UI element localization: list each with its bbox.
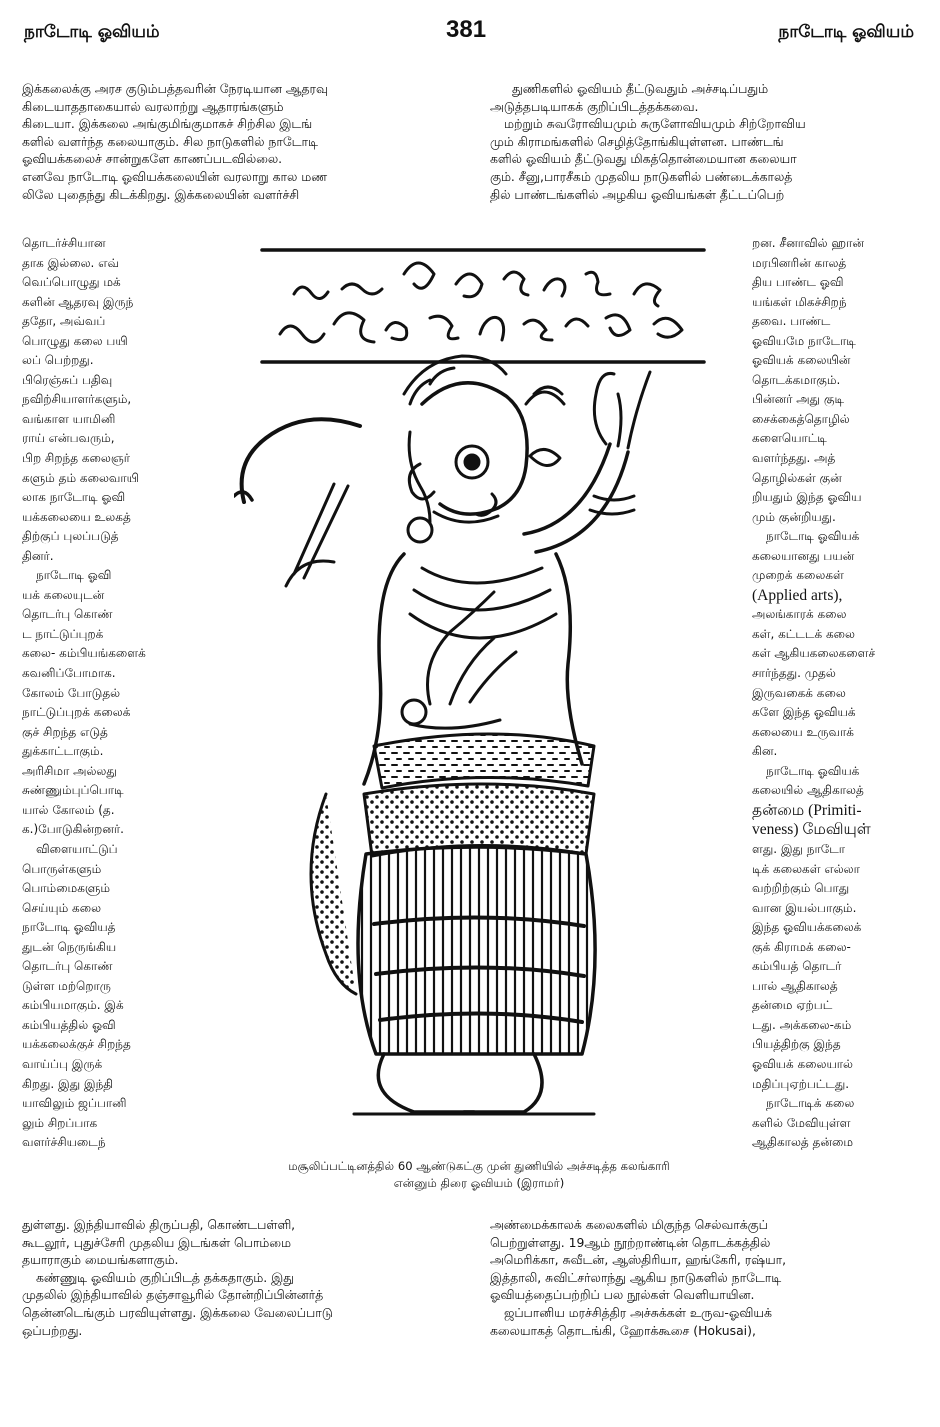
text-line: (Applied arts), (752, 586, 843, 604)
text-line: கவனிப்போமாக. (22, 666, 116, 681)
text-line: சார்ந்தது. முதல் (752, 666, 836, 681)
text-line: யக் கலையுடன் (22, 587, 105, 602)
text-line: veness) மேவியுள் (752, 821, 871, 839)
text-line: க.)போடுகின்றனர். (22, 822, 124, 837)
text-line: தொடக்கமாகும். (752, 372, 841, 387)
text-line: குச் சிறந்த எடுத் (22, 724, 108, 739)
left-column-top (22, 80, 478, 203)
text-line: யங்கள் மிகச்சிறந் (752, 294, 847, 309)
text-line: குக் கிராமக் கலை- (752, 939, 851, 954)
text-line: ஓவியக் கலையால் (752, 1056, 854, 1071)
text-line: ட நாட்டுப்புறக் (22, 626, 104, 641)
text-line: டிக் கலைகள் எல்லா (752, 861, 860, 876)
text-line: கூடலூர், புதுச்சேரி முதலிய இடங்கள் பொம்மை (22, 1234, 291, 1250)
text-line: துக்காட்டாகும். (22, 744, 104, 759)
text-line: நாடோடி ஓவியத் (22, 920, 116, 935)
text-line: நாட்டுப்புறக் கலைக் (22, 705, 131, 720)
text-line: ஓவியக் கலையின் (752, 353, 851, 368)
text-line: வான இயல்பாகும். (752, 900, 857, 915)
text-line: திற்குப் புலப்படுத் (22, 529, 119, 544)
text-line: திய பாண்ட ஓவி (752, 275, 844, 290)
text-line: மதிப்புஏற்பட்டது. (752, 1076, 850, 1091)
text-line: கிறது. இது இந்தி (22, 1076, 114, 1091)
text-line: முறைக் கலைகள் (752, 568, 844, 583)
text-line: கின. (752, 744, 778, 759)
text-line: தன்மை (Primiti- (752, 801, 862, 819)
text-line: களும் தம் கலைவாயி (22, 470, 139, 485)
text-line: பிரெஞ்சுப் பதிவு (22, 372, 113, 387)
text-line: லப் பெற்றது. (22, 353, 94, 368)
left-column-bottom (22, 1216, 478, 1339)
right-column-bottom (490, 1216, 916, 1339)
text-line: கலையை உருவாக் (752, 724, 854, 739)
text-line: ராய் என்பவரும், (22, 431, 115, 446)
text-line: நாடோடி ஓவியக் (766, 763, 860, 778)
caption-line-1: மசூலிப்பட்டினத்தில் 60 ஆண்டுகட்கு முன் துணியில் அச்சடித்த கலங்காரி (288, 1159, 670, 1173)
text-line: தொடர்ச்சியான (22, 236, 106, 250)
text-line: வளர்ந்தது. அத் (752, 451, 836, 466)
text-line: கண்ணுடி ஓவியம் குறிப்பிடத் தக்கதாகும். இது (36, 1269, 294, 1285)
text-line: சைக்கைத்தொழில் (752, 411, 850, 426)
text-line: றியதும் இந்த ஓவிய (752, 490, 862, 505)
text-line: நாடோடி ஓவியக் (766, 529, 860, 544)
text-line: பெற்றுள்ளது. 19ஆம் நூற்றாண்டின் தொடக்கத்தில் (490, 1234, 771, 1250)
text-line: யக்கலைக்குச் சிறந்த (22, 1037, 131, 1052)
kalamkari-figure (234, 234, 722, 1158)
text-line: விளையாட்டுப் (36, 841, 118, 856)
text-line: வளர்ச்சியடைந் (22, 1135, 106, 1150)
text-line: ஓவியமே நாடோடி (752, 333, 856, 348)
text-line: கலையாகத் தொடங்கி, ஹோக்கூசை (Hokusai), (490, 1322, 756, 1338)
caption-line-2: என்னும் திரை ஓவியம் (இராமர்) (393, 1176, 565, 1190)
text-line: பிற சிறந்த கலைஞர் (22, 451, 130, 466)
text-line: யால் கோலம் (த. (22, 802, 115, 817)
text-line: பால் ஆதிகாலத் (752, 978, 838, 993)
text-line: கம்பியத்தில் ஓவி (22, 1017, 116, 1032)
text-line: சுண்ணும்புப்பொடி (22, 783, 124, 798)
text-line: கிடையாததாகையால் வரலாற்று ஆதாரங்களும் (22, 98, 284, 114)
text-line: இத்தாலி, சுவிட்சர்லாந்து ஆகிய நாடுகளில் நாடோடி (490, 1269, 782, 1285)
text-line: லிலே புதைந்து கிடக்கிறது. இக்கலையின் வளர்ச்சி (22, 186, 300, 202)
text-line: கலையில் ஆதிகாலத் (752, 783, 864, 798)
text-line: மற்றும் சுவரோவியமும் சுருளோவியமும் சிற்றோவிய (504, 116, 806, 132)
text-line: கலையானது பயன் (752, 548, 855, 563)
page-number: 381 (446, 16, 487, 43)
text-line: இக்கலைக்கு அரச குடும்பத்தவரின் நேரடியான ஆதரவு (22, 81, 328, 96)
text-line: தயாராகும் மையங்களாகும். (22, 1252, 179, 1268)
text-line: அலங்காரக் கலை (752, 607, 847, 622)
text-line: துணிகளில் ஓவியம் தீட்டுவதும் அச்சடிப்பதும் (512, 81, 769, 96)
text-line: வங்காள யாமினி (22, 411, 116, 426)
text-line: துடன் நெருங்கிய (22, 939, 117, 954)
text-line: வாய்ப்பு இருக் (22, 1056, 103, 1071)
text-line: நாடோடி ஓவி (36, 568, 112, 583)
text-line: யக்கலையை உலகத் (22, 509, 131, 524)
text-line: யாவிலும் ஜப்பானி (22, 1096, 127, 1111)
text-line: கள் ஆகியகலைகளைச் (752, 646, 876, 661)
text-line: கள், கட்டடக் கலை (752, 626, 855, 641)
text-line: இந்த ஓவியக்கலைக் (752, 920, 862, 935)
text-line: பின்னர் அது குடி (752, 392, 845, 407)
text-line: ஒப்பற்றது. (22, 1322, 83, 1338)
text-line: அடுத்தபடியாகக் குறிப்பிடத்தக்கவை. (490, 98, 699, 114)
text-line: தவை. பாண்ட (752, 314, 831, 329)
text-line: டுள்ள மற்றொரு (22, 978, 111, 993)
text-line: கிடையா. இக்கலை அங்குமிங்குமாகச் சிற்சில இடங் (22, 116, 313, 132)
text-line: நவிற்சியாளர்களும், (22, 392, 132, 407)
text-line: களில் மேவியுள்ள (752, 1115, 851, 1130)
figure-caption (236, 1158, 722, 1192)
text-line: ஜப்பானிய மரச்சித்திர அச்சுக்கள் உருவ-ஓவியக் (504, 1304, 772, 1320)
text-line: அண்மைக்காலக் கலைகளில் மிகுந்த செல்வாக்குப் (490, 1217, 768, 1232)
text-line: பொம்மைகளும் (22, 881, 111, 896)
text-line: அரிசிமா அல்லது (22, 763, 117, 778)
text-line: முதலில் இந்தியாவில் தஞ்சாவூரில் தோன்றிப்பின்னர்த் (22, 1287, 324, 1303)
text-line: ததோ, அவ்வப் (22, 314, 106, 329)
text-line: ஓவியத்தைப்பற்றிப் பல நூல்கள் வெளியாயின. (490, 1287, 755, 1303)
text-line: இருவகைக் கலை (752, 685, 846, 700)
text-line: மரபினரின் காலத் (752, 255, 847, 270)
page-header-right: நாடோடி ஓவியம் (778, 22, 914, 42)
text-line: தன்மை ஏற்பட் (752, 998, 833, 1013)
right-column-narrow (752, 234, 920, 1153)
text-line: லாக நாடோடி ஓவி (22, 490, 126, 505)
text-line: கலை- கம்பியங்களைக் (22, 646, 146, 661)
text-line: வெப்பொழுது மக் (22, 275, 121, 290)
text-line: களையொட்டி (752, 431, 827, 446)
text-line: டது. அக்கலை-கம் (752, 1017, 852, 1032)
text-line: களின் ஆதரவு இருந் (22, 294, 134, 309)
text-line: களே இந்த ஓவியக் (752, 705, 856, 720)
left-column-narrow (22, 234, 222, 1153)
text-line: பொருள்களும் (22, 861, 102, 876)
text-line: ஆதிகாலத் தன்மை (752, 1135, 854, 1150)
text-line: ளது. இது நாடோ (752, 841, 846, 856)
text-line: நாடோடிக் கலை (766, 1096, 855, 1111)
text-line: வற்றிற்கும் பொது (752, 881, 850, 896)
rama-illustration (234, 234, 722, 1158)
page-header-left: நாடோடி ஓவியம் (24, 22, 160, 42)
text-line: கம்பியத் தொடர் (752, 959, 842, 974)
text-line: கம்பியமாகும். இக் (22, 998, 124, 1013)
text-line: றன. சீனாவில் ஹான் (752, 236, 865, 250)
text-line: பொழுது கலை பயி (22, 333, 128, 348)
text-line: அமெரிக்கா, சுவீடன், ஆஸ்திரியா, ஹங்கேரி, ரஷ்யா, (490, 1252, 787, 1268)
text-line: ஓவியக்கலைச் சான்றுகளே காணப்படவில்லை. (22, 151, 283, 167)
text-line: எனவே நாடோடி ஓவியக்கலையின் வரலாறு கால மண (22, 168, 327, 184)
text-line: தொழில்கள் குன் (752, 470, 842, 485)
text-line: களில் ஓவியம் தீட்டுவது மிகத்தொன்மையான கலையா (490, 151, 797, 167)
text-line: மும் கிராமங்களில் செழித்தோங்கியுள்ளன. பாண்டங் (490, 133, 784, 149)
text-line: தாக இல்லை. எவ் (22, 255, 120, 270)
text-line: பியத்திற்கு இந்த (752, 1037, 841, 1052)
text-line: தொடர்பு கொண் (22, 607, 113, 622)
text-line: கும். சீனு,பாரசீகம் முதலிய நாடுகளில் பண்டைக்காலத் (490, 168, 793, 184)
text-line: துள்ளது. இந்தியாவில் திருப்பதி, கொண்டபள்ளி, (22, 1217, 296, 1232)
text-line: தினர். (22, 548, 54, 563)
text-line: களில் வளர்ந்த கலையாகும். சில நாடுகளில் நாடோடி (22, 133, 318, 149)
text-line: கோலம் போடுதல் (22, 685, 121, 700)
text-line: தில் பாண்டங்களில் அழகிய ஓவியங்கள் தீட்டப்பெற் (490, 186, 785, 202)
text-line: தொடர்பு கொண் (22, 959, 113, 974)
text-line: செய்யும் கலை (22, 900, 102, 915)
text-line: லும் சிறப்பாக (22, 1115, 98, 1130)
text-line: மும் குன்றியது. (752, 509, 836, 524)
right-column-top (490, 80, 916, 203)
text-line: தென்னடெங்கும் பரவியுள்ளது. இக்கலை வேலைப்பாடு (22, 1304, 333, 1320)
